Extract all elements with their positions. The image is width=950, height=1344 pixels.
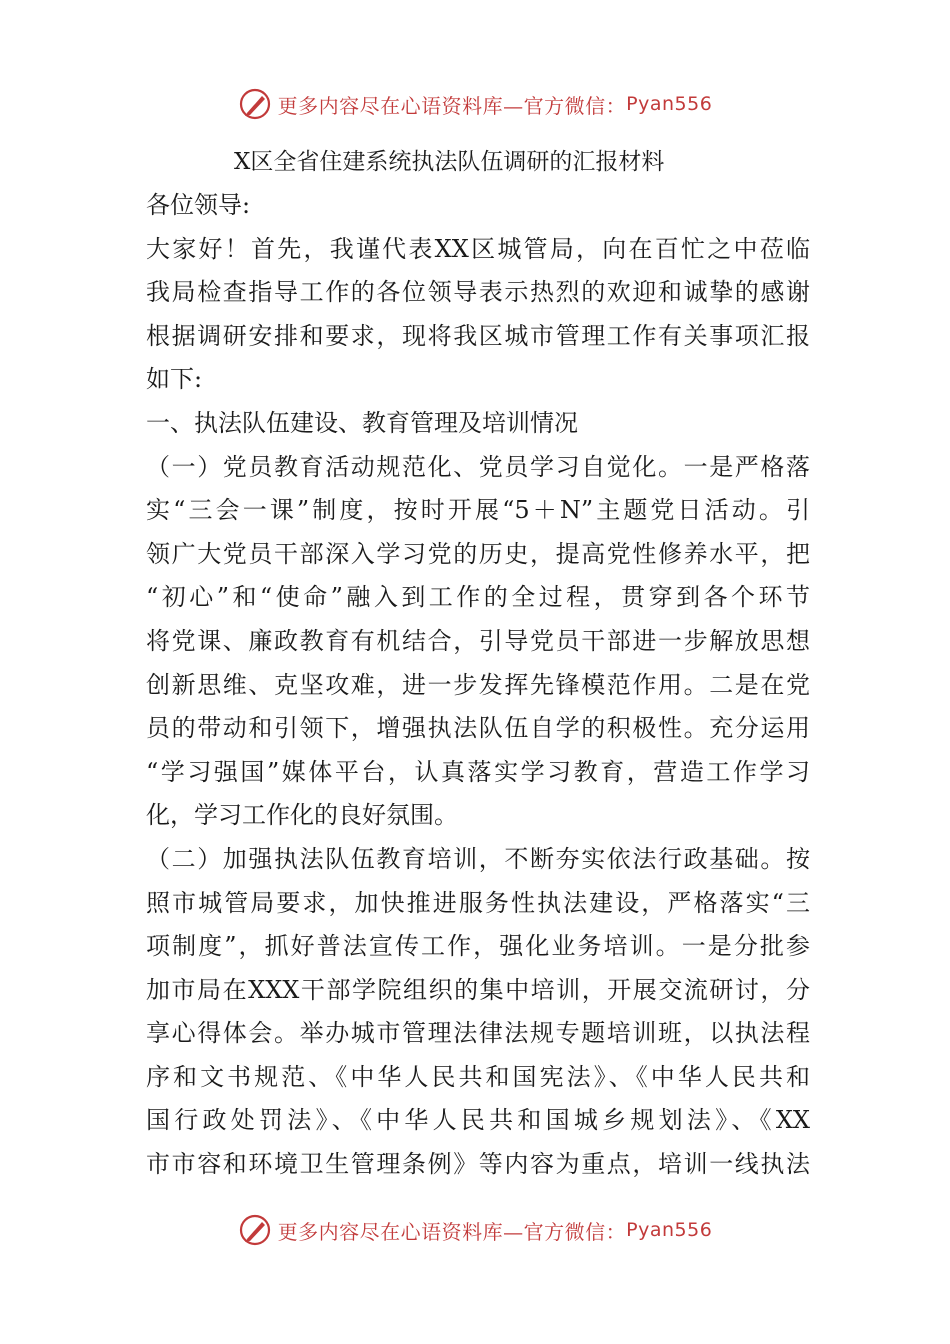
text-line: “学习强国”媒体平台，认真落实学习教育，营造工作学习 (146, 757, 810, 786)
pen-logo-icon (238, 87, 272, 121)
text-line: 项制度”，抓好普法宣传工作，强化业务培训。一是分批参 (146, 932, 810, 961)
text-line: “初心”和“使命”融入到工作的全过程，贯穿到各个环节 (146, 583, 810, 612)
text-line: 照市城管局要求，加快推进服务性执法建设，严格落实“三 (146, 888, 810, 917)
text-line: 如下: (146, 365, 203, 394)
text-line: 我局检查指导工作的各位领导表示热烈的欢迎和诚挚的感谢 (146, 278, 810, 307)
document-title: X区全省住建系统执法队伍调研的汇报材料 (234, 149, 665, 175)
text-line: 根据调研安排和要求，现将我区城市管理工作有关事项汇报 (146, 321, 810, 350)
pen-logo-icon (238, 1213, 272, 1247)
text-line: （二）加强执法队伍教育培训，不断夯实依法行政基础。按 (146, 844, 810, 873)
text-line: 序和文书规范、《中华人民共和国宪法》、《中华人民共和 (146, 1062, 810, 1091)
watermark-footer (0, 1210, 950, 1250)
watermark-header (0, 84, 950, 124)
text-line: 化，学习工作化的良好氛围。 (146, 801, 458, 830)
text-line: 大家好！首先，我谨代表XX区城管局，向在百忙之中莅临 (146, 234, 810, 263)
text-line: 享心得体会。举办城市管理法律法规专题培训班，以执法程 (146, 1019, 810, 1048)
text-line: 创新思维、克坚攻难，进一步发挥先锋模范作用。二是在党 (146, 670, 810, 699)
text-line: 一、执法队伍建设、教育管理及培训情况 (146, 408, 578, 437)
document-lines (146, 184, 810, 1187)
watermark-handle: Pyan556 (626, 93, 713, 115)
text-line: 将党课、廉政教育有机结合，引导党员干部进一步解放思想 (146, 626, 810, 655)
text-line: 加市局在XXX干部学院组织的集中培训，开展交流研讨，分 (146, 975, 810, 1004)
text-line: 国行政处罚法》、《中华人民共和国城乡规划法》、《XX (146, 1106, 810, 1135)
text-line: 员的带动和引领下，增强执法队伍自学的积极性。充分运用 (146, 714, 810, 743)
text-line: 实“三会一课”制度，按时开展“5＋N”主题党日活动。引 (146, 496, 810, 525)
text-line: （一）党员教育活动规范化、党员学习自觉化。一是严格落 (146, 452, 810, 481)
watermark-handle: Pyan556 (626, 1219, 713, 1241)
document-body (146, 140, 810, 1187)
text-line: 领广大党员干部深入学习党的历史，提高党性修养水平，把 (146, 539, 810, 568)
text-line: 市市容和环境卫生管理条例》等内容为重点，培训一线执法 (146, 1150, 810, 1179)
watermark-text: 更多内容尽在心语资料库—官方微信： (277, 93, 627, 118)
text-line: 各位领导: (146, 191, 251, 219)
watermark-text: 更多内容尽在心语资料库—官方微信： (277, 1219, 627, 1244)
